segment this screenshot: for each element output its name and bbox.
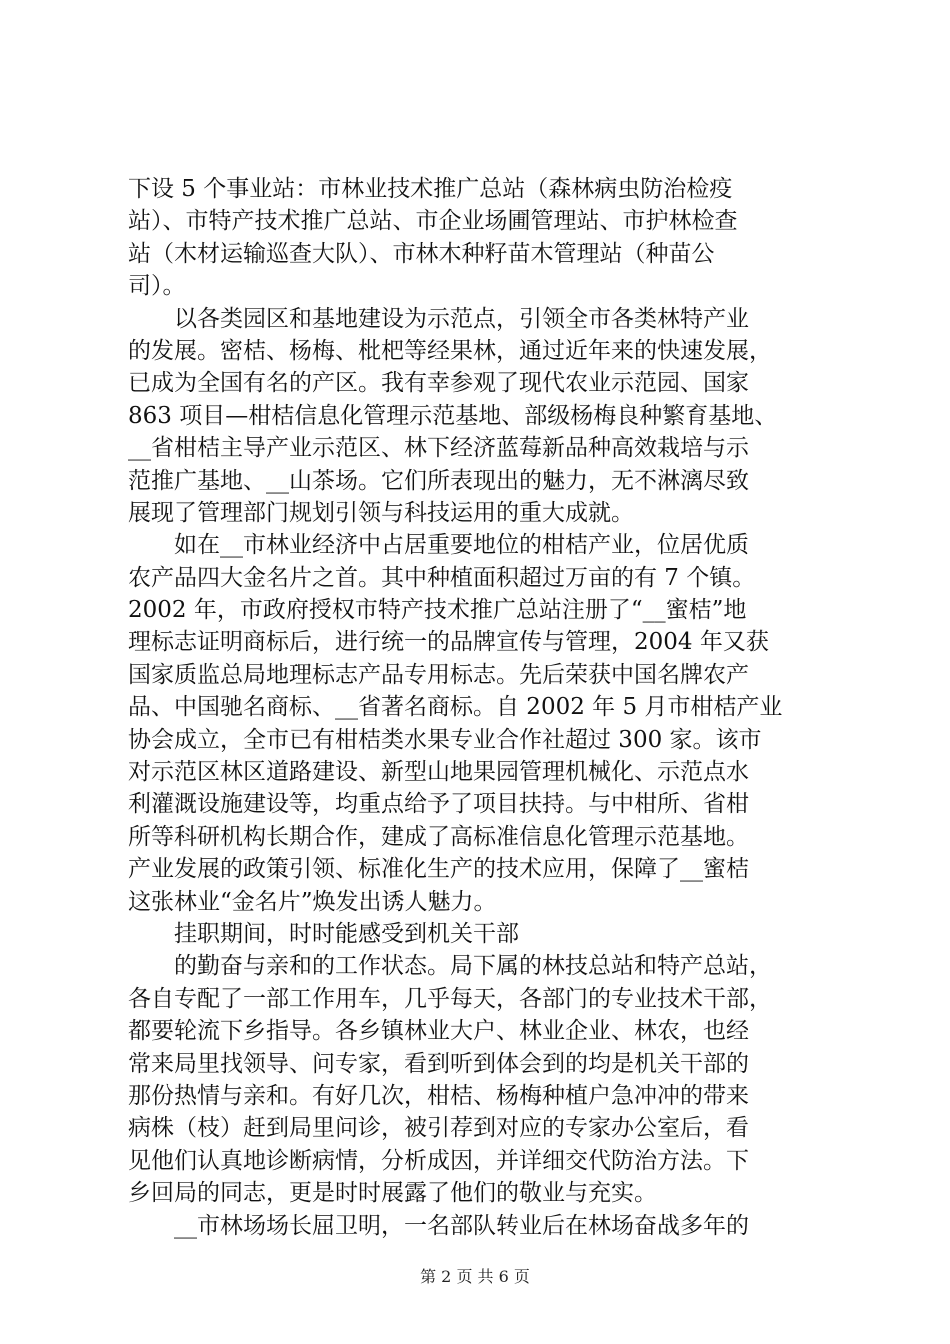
text-line: 以各类园区和基地建设为示范点，引领全市各类林特产业 <box>174 305 749 332</box>
text-line: 利灌溉设施建设等，均重点给予了项目扶持。与中柑所、省柑 <box>128 791 749 818</box>
text-line: 如在__市林业经济中占居重要地位的柑桔产业，位居优质 <box>174 532 749 559</box>
text-line: 这张林业“金名片”焕发出诱人魅力。 <box>128 888 497 915</box>
text-line: 站）、市特产技术推广总站、市企业场圃管理站、市护林检查 <box>128 208 738 235</box>
text-line: 的勤奋与亲和的工作状态。局下属的林技总站和特产总站， <box>174 953 772 980</box>
text-line: 司）。 <box>128 273 186 300</box>
text-line: 863 项目—柑桔信息化管理示范基地、部级杨梅良种繁育基地、 <box>128 402 778 429</box>
text-line: 理标志证明商标后，进行统一的品牌宣传与管理，2004 年又获 <box>128 629 769 656</box>
text-line: 对示范区林区道路建设、新型山地果园管理机械化、示范点水 <box>128 759 749 786</box>
text-line: 展现了管理部门规划引领与科技运用的重大成就。 <box>128 499 634 526</box>
text-line: 产业发展的政策引领、标准化生产的技术应用，保障了__蜜桔 <box>128 856 749 883</box>
text-line: 国家质监总局地理标志产品专用标志。先后荣获中国名牌农产 <box>128 661 749 688</box>
text-line: 农产品四大金名片之首。其中种植面积超过万亩的有 7 个镇。 <box>128 564 756 591</box>
text-line: 协会成立，全市已有柑桔类水果专业合作社超过 300 家。该市 <box>128 726 762 753</box>
text-line: __省柑桔主导产业示范区、林下经济蓝莓新品种高效栽培与示 <box>128 435 749 462</box>
text-line: 站（木材运输巡查大队）、市林木种籽苗木管理站（种苗公 <box>128 240 715 267</box>
text-line: 品、中国驰名商标、__省著名商标。自 2002 年 5 月市柑桔产业 <box>128 694 783 721</box>
text-line: 病株（枝）赶到局里问诊，被引荐到对应的专家办公室后，看 <box>128 1115 749 1142</box>
text-line: 各自专配了一部工作用车，几乎每天，各部门的专业技术干部， <box>128 985 772 1012</box>
text-line: 的发展。密桔、杨梅、枇杷等经果林，通过近年来的快速发展， <box>128 337 772 364</box>
text-line: 所等科研机构长期合作，建成了高标准信息化管理示范基地。 <box>128 823 749 850</box>
text-line: 下设 5 个事业站：市林业技术推广总站（森林病虫防治检疫 <box>128 176 733 202</box>
document-body <box>128 173 838 1242</box>
text-line: 2002 年，市政府授权市特产技术推广总站注册了“__蜜桔”地 <box>128 597 747 624</box>
text-line: 常来局里找领导、问专家，看到听到体会到的均是机关干部的 <box>128 1050 749 1077</box>
page-footer: 第 2 页 共 6 页 <box>420 1267 530 1286</box>
text-line: __市林场场长屈卫明，一名部队转业后在林场奋战多年的 <box>174 1212 749 1239</box>
text-line: 都要轮流下乡指导。各乡镇林业大户、林业企业、林农，也经 <box>128 1018 749 1045</box>
text-line: 挂职期间，时时能感受到机关干部 <box>174 920 519 947</box>
text-line: 已成为全国有名的产区。我有幸参观了现代农业示范园、国家 <box>128 370 749 397</box>
text-line: 见他们认真地诊断病情，分析成因，并详细交代防治方法。下 <box>128 1147 749 1174</box>
text-line: 那份热情与亲和。有好几次，柑桔、杨梅种植户急冲冲的带来 <box>128 1082 749 1109</box>
text-line: 乡回局的同志，更是时时展露了他们的敬业与充实。 <box>128 1180 657 1207</box>
text-line: 范推广基地、__山茶场。它们所表现出的魅力，无不淋漓尽致 <box>128 467 749 494</box>
